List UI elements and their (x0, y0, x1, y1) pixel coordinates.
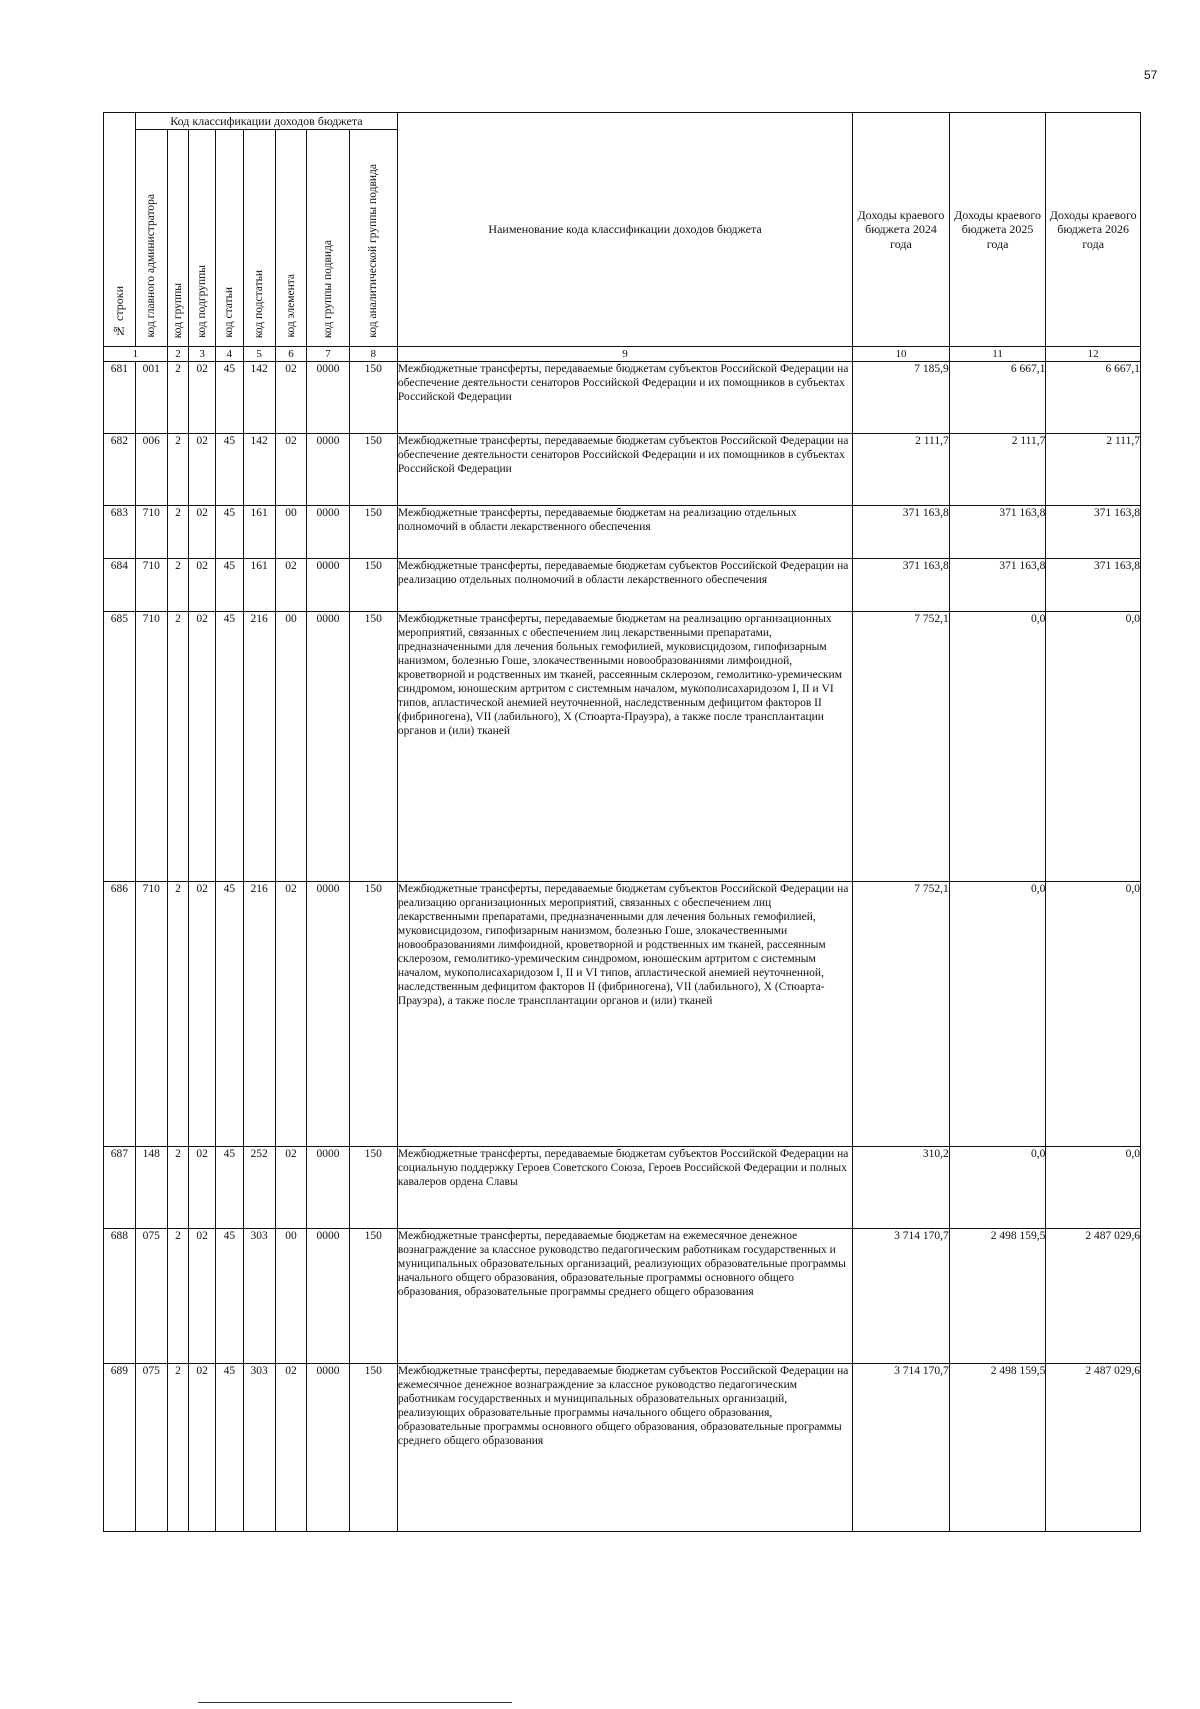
subarticle-code: 142 (243, 434, 275, 506)
header-admin-code: код главного администратора (135, 130, 167, 347)
code-name: Межбюджетные трансферты, передаваемые бюджетам субъектов Российской Федерации на обеспечение деятельности сенаторов Российской Федерации и их помощников в субъектах Российской Федерации (397, 362, 852, 434)
subtype-group-code: 0000 (307, 506, 349, 559)
subgroup-code: 02 (189, 1229, 216, 1364)
code-name: Межбюджетные трансферты, передаваемые бюджетам субъектов Российской Федерации на обеспечение деятельности сенаторов Российской Федерации и их помощников в субъектах Российской Федерации (397, 434, 852, 506)
row-number: 681 (104, 362, 136, 434)
element-code: 02 (275, 882, 307, 1147)
header-subgroup-code: код подгруппы (189, 130, 216, 347)
subgroup-code: 02 (189, 1364, 216, 1532)
column-number: 1 (104, 347, 168, 362)
header-income-2024: Доходы краевого бюджета 2024 года (853, 113, 950, 347)
analytic-code: 150 (349, 1147, 397, 1229)
subgroup-code: 02 (189, 612, 216, 882)
subtype-group-code: 0000 (307, 362, 349, 434)
element-code: 02 (275, 1147, 307, 1229)
code-name: Межбюджетные трансферты, передаваемые бюджетам на ежемесячное денежное вознаграждение за классное руководство педагогическим работникам государственных и муниципальных образовательных организаций, реализующих образовательные программы начального общего образования, образовательные программы основного общего образования, образовательные программы среднего общего образования (397, 1229, 852, 1364)
admin-code: 710 (135, 506, 167, 559)
subtype-group-code: 0000 (307, 559, 349, 612)
subgroup-code: 02 (189, 506, 216, 559)
row-number: 685 (104, 612, 136, 882)
table-row (104, 612, 1141, 882)
analytic-code: 150 (349, 882, 397, 1147)
header-income-2026: Доходы краевого бюджета 2026 года (1046, 113, 1141, 347)
header-subtype-group-code: код группы подвида (307, 130, 349, 347)
element-code: 02 (275, 559, 307, 612)
code-name: Межбюджетные трансферты, передаваемые бюджетам субъектов Российской Федерации на реализацию организационных мероприятий, связанных с обеспечением лиц лекарственными препаратами, предназначенными для лечения больных гемофилией, муковисцидозом, гипофизарным нанизмом, болезнью Гоше, злокачественными новообразованиями лимфоидной, кроветворной и родственных им тканей, рассеянным склерозом, гемолитико-уремическим синдромом, юношеским артритом с системным началом, мукополисахаридозом I, II и VI типов, апластической анемией неуточненной, наследственным дефицитом факторов II (фибриногена), VII (лабильного), X (Стюарта-Прауэра), а также после трансплантации органов и (или) тканей (397, 882, 852, 1147)
code-name: Межбюджетные трансферты, передаваемые бюджетам субъектов Российской Федерации на ежемесячное денежное вознаграждение за классное руководство педагогическим работникам государственных и муниципальных образовательных организаций, реализующих образовательные программы начального общего образования, образовательные программы основного общего образования, образовательные программы среднего общего образования (397, 1364, 852, 1532)
group-code: 2 (167, 612, 189, 882)
admin-code: 710 (135, 882, 167, 1147)
subarticle-code: 303 (243, 1364, 275, 1532)
table-row (104, 1229, 1141, 1364)
admin-code: 710 (135, 559, 167, 612)
table-row (104, 434, 1141, 506)
element-code: 02 (275, 362, 307, 434)
subgroup-code: 02 (189, 1147, 216, 1229)
row-number: 682 (104, 434, 136, 506)
subarticle-code: 216 (243, 882, 275, 1147)
admin-code: 710 (135, 612, 167, 882)
income-2024: 7 752,1 (853, 882, 950, 1147)
header-analytic-code: код аналитической группы подвида (349, 130, 397, 347)
group-code: 2 (167, 882, 189, 1147)
subtype-group-code: 0000 (307, 434, 349, 506)
header-article-code: код статьи (215, 130, 243, 347)
column-number: 4 (215, 347, 243, 362)
page-number: 57 (1144, 68, 1158, 82)
column-number: 3 (189, 347, 216, 362)
table-row (104, 559, 1141, 612)
budget-table (103, 112, 1141, 1532)
article-code: 45 (215, 434, 243, 506)
income-2024: 2 111,7 (853, 434, 950, 506)
table-row (104, 882, 1141, 1147)
table-row (104, 362, 1141, 434)
header-name: Наименование кода классификации доходов бюджета (397, 113, 852, 347)
income-2026: 2 487 029,6 (1046, 1229, 1141, 1364)
column-number: 10 (853, 347, 950, 362)
subtype-group-code: 0000 (307, 1229, 349, 1364)
group-code: 2 (167, 362, 189, 434)
analytic-code: 150 (349, 1364, 397, 1532)
column-number: 7 (307, 347, 349, 362)
income-2025: 371 163,8 (949, 506, 1046, 559)
income-2025: 2 111,7 (949, 434, 1046, 506)
header-group-code: код группы (167, 130, 189, 347)
column-number: 12 (1046, 347, 1141, 362)
row-number: 683 (104, 506, 136, 559)
income-2026: 2 111,7 (1046, 434, 1141, 506)
group-code: 2 (167, 1364, 189, 1532)
subarticle-code: 303 (243, 1229, 275, 1364)
header-income-2025: Доходы краевого бюджета 2025 года (949, 113, 1046, 347)
row-number: 687 (104, 1147, 136, 1229)
admin-code: 148 (135, 1147, 167, 1229)
article-code: 45 (215, 362, 243, 434)
code-name: Межбюджетные трансферты, передаваемые бюджетам субъектов Российской Федерации на реализацию отдельных полномочий в области лекарственного обеспечения (397, 559, 852, 612)
income-2024: 371 163,8 (853, 506, 950, 559)
subtype-group-code: 0000 (307, 1147, 349, 1229)
table-row (104, 1364, 1141, 1532)
table-row (104, 506, 1141, 559)
group-code: 2 (167, 1229, 189, 1364)
analytic-code: 150 (349, 362, 397, 434)
admin-code: 006 (135, 434, 167, 506)
article-code: 45 (215, 882, 243, 1147)
row-number: 686 (104, 882, 136, 1147)
income-2026: 0,0 (1046, 882, 1141, 1147)
subgroup-code: 02 (189, 434, 216, 506)
income-2026: 6 667,1 (1046, 362, 1141, 434)
group-code: 2 (167, 559, 189, 612)
income-2024: 3 714 170,7 (853, 1364, 950, 1532)
column-number-row (104, 347, 1141, 362)
header-element-code: код элемента (275, 130, 307, 347)
subtype-group-code: 0000 (307, 612, 349, 882)
analytic-code: 150 (349, 1229, 397, 1364)
income-2025: 0,0 (949, 1147, 1046, 1229)
group-code: 2 (167, 506, 189, 559)
income-2024: 3 714 170,7 (853, 1229, 950, 1364)
analytic-code: 150 (349, 559, 397, 612)
admin-code: 075 (135, 1229, 167, 1364)
column-number: 11 (949, 347, 1046, 362)
article-code: 45 (215, 506, 243, 559)
income-2024: 7 752,1 (853, 612, 950, 882)
income-2025: 2 498 159,5 (949, 1229, 1046, 1364)
element-code: 02 (275, 1364, 307, 1532)
header-row-number: № строки (104, 113, 136, 347)
column-number: 5 (243, 347, 275, 362)
subarticle-code: 216 (243, 612, 275, 882)
subgroup-code: 02 (189, 559, 216, 612)
income-2024: 371 163,8 (853, 559, 950, 612)
subarticle-code: 161 (243, 506, 275, 559)
article-code: 45 (215, 559, 243, 612)
income-2025: 371 163,8 (949, 559, 1046, 612)
income-2024: 310,2 (853, 1147, 950, 1229)
income-2026: 2 487 029,6 (1046, 1364, 1141, 1532)
income-2025: 0,0 (949, 612, 1046, 882)
code-name: Межбюджетные трансферты, передаваемые бюджетам на реализацию отдельных полномочий в области лекарственного обеспечения (397, 506, 852, 559)
article-code: 45 (215, 1364, 243, 1532)
subarticle-code: 252 (243, 1147, 275, 1229)
row-number: 688 (104, 1229, 136, 1364)
group-code: 2 (167, 434, 189, 506)
subtype-group-code: 0000 (307, 1364, 349, 1532)
subarticle-code: 161 (243, 559, 275, 612)
header-code-group: Код классификации доходов бюджета (135, 113, 397, 130)
admin-code: 075 (135, 1364, 167, 1532)
article-code: 45 (215, 1147, 243, 1229)
subgroup-code: 02 (189, 882, 216, 1147)
group-code: 2 (167, 1147, 189, 1229)
row-number: 684 (104, 559, 136, 612)
admin-code: 001 (135, 362, 167, 434)
analytic-code: 150 (349, 434, 397, 506)
income-2025: 2 498 159,5 (949, 1364, 1046, 1532)
code-name: Межбюджетные трансферты, передаваемые бюджетам субъектов Российской Федерации на социальную поддержку Героев Советского Союза, Героев Российской Федерации и полных кавалеров ордена Славы (397, 1147, 852, 1229)
article-code: 45 (215, 1229, 243, 1364)
income-2026: 0,0 (1046, 1147, 1141, 1229)
column-number: 6 (275, 347, 307, 362)
article-code: 45 (215, 612, 243, 882)
row-number: 689 (104, 1364, 136, 1532)
subtype-group-code: 0000 (307, 882, 349, 1147)
analytic-code: 150 (349, 612, 397, 882)
income-2026: 371 163,8 (1046, 559, 1141, 612)
income-2024: 7 185,9 (853, 362, 950, 434)
column-number: 2 (167, 347, 189, 362)
subgroup-code: 02 (189, 362, 216, 434)
income-2025: 0,0 (949, 882, 1046, 1147)
element-code: 02 (275, 434, 307, 506)
table-row (104, 1147, 1141, 1229)
header-subarticle-code: код подстатьи (243, 130, 275, 347)
element-code: 00 (275, 506, 307, 559)
footer-divider (198, 1702, 512, 1703)
element-code: 00 (275, 612, 307, 882)
column-number: 9 (397, 347, 852, 362)
income-2025: 6 667,1 (949, 362, 1046, 434)
code-name: Межбюджетные трансферты, передаваемые бюджетам на реализацию организационных мероприятий, связанных с обеспечением лиц лекарственными препаратами, предназначенными для лечения больных гемофилией, муковисцидозом, гипофизарным нанизмом, болезнью Гоше, злокачественными новообразованиями лимфоидной, кроветворной и родственных им тканей, рассеянным склерозом, гемолитико-уремическим синдромом, юношеским артритом с системным началом, мукополисахаридозом I, II и VI типов, апластической анемией неуточненной, наследственным дефицитом факторов II (фибриногена), VII (лабильного), X (Стюарта-Прауэра), а также после трансплантации органов и (или) тканей (397, 612, 852, 882)
subarticle-code: 142 (243, 362, 275, 434)
column-number: 8 (349, 347, 397, 362)
analytic-code: 150 (349, 506, 397, 559)
income-2026: 371 163,8 (1046, 506, 1141, 559)
element-code: 00 (275, 1229, 307, 1364)
income-2026: 0,0 (1046, 612, 1141, 882)
